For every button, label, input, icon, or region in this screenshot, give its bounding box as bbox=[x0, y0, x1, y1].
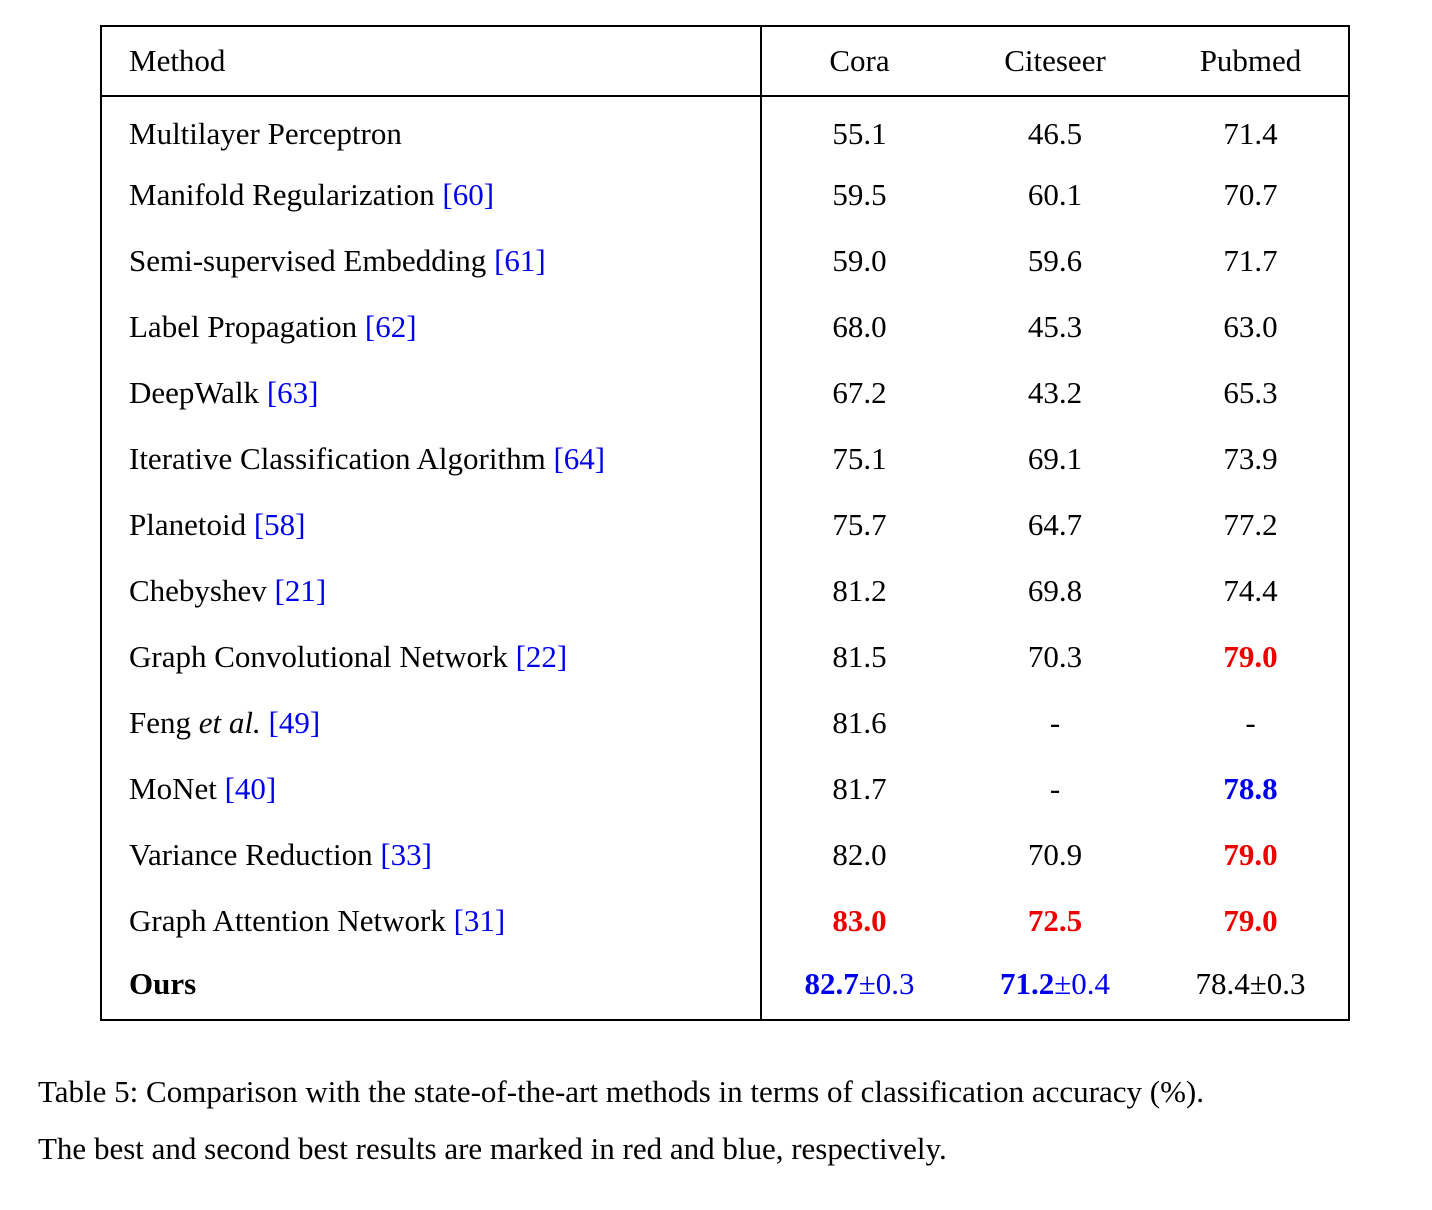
method-name: Planetoid bbox=[129, 507, 247, 542]
accuracy-stddev: ±0.3 bbox=[858, 965, 915, 1001]
value-cell-citeseer bbox=[957, 492, 1153, 558]
column-header-method: Method bbox=[101, 26, 761, 96]
accuracy-value: 82.7 bbox=[804, 965, 859, 1001]
method-name: DeepWalk bbox=[129, 375, 260, 410]
table-row bbox=[101, 624, 1349, 690]
value-cell-citeseer bbox=[957, 624, 1153, 690]
table-row bbox=[101, 96, 1349, 162]
value-cell-cora bbox=[761, 954, 957, 1020]
accuracy-value: 81.7 bbox=[832, 771, 887, 806]
accuracy-value: 70.3 bbox=[1027, 639, 1083, 674]
method-cell bbox=[101, 162, 761, 228]
value-cell-pubmed bbox=[1153, 690, 1349, 756]
accuracy-value: 78.4 bbox=[1195, 965, 1250, 1001]
header-row bbox=[101, 26, 1349, 96]
accuracy-value: 79.0 bbox=[1223, 639, 1278, 674]
accuracy-value: 69.8 bbox=[1027, 573, 1083, 608]
table-row bbox=[101, 954, 1349, 1020]
value-cell-citeseer bbox=[957, 294, 1153, 360]
method-name: Iterative Classification Algorithm bbox=[129, 441, 546, 476]
value-cell-cora bbox=[761, 690, 957, 756]
method-cell bbox=[101, 492, 761, 558]
accuracy-value: - bbox=[1049, 705, 1061, 740]
paper-page bbox=[0, 25, 1432, 1210]
table-row bbox=[101, 822, 1349, 888]
accuracy-value: 64.7 bbox=[1027, 507, 1083, 542]
method-name: Manifold Regularization bbox=[129, 177, 435, 212]
value-cell-pubmed bbox=[1153, 96, 1349, 162]
table-row bbox=[101, 426, 1349, 492]
method-cell bbox=[101, 558, 761, 624]
accuracy-value: 73.9 bbox=[1223, 441, 1278, 476]
value-cell-pubmed bbox=[1153, 162, 1349, 228]
value-cell-cora bbox=[761, 162, 957, 228]
value-cell-cora bbox=[761, 624, 957, 690]
method-name: Semi-supervised Embedding bbox=[129, 243, 487, 278]
value-cell-pubmed bbox=[1153, 822, 1349, 888]
accuracy-value: 60.1 bbox=[1027, 177, 1083, 212]
method-name: Chebyshev bbox=[129, 573, 267, 608]
accuracy-stddev: ±0.4 bbox=[1054, 965, 1110, 1001]
accuracy-value: 77.2 bbox=[1223, 507, 1278, 542]
accuracy-value: 46.5 bbox=[1027, 115, 1083, 151]
value-cell-cora bbox=[761, 426, 957, 492]
accuracy-value: 78.8 bbox=[1223, 771, 1278, 806]
method-name-italic: et al. bbox=[198, 705, 261, 740]
accuracy-value: 59.5 bbox=[832, 177, 887, 212]
citation-ref[interactable]: [58] bbox=[253, 507, 306, 542]
method-cell bbox=[101, 756, 761, 822]
table-caption bbox=[38, 1063, 1408, 1177]
method-name: Graph Attention Network bbox=[129, 903, 446, 938]
value-cell-cora bbox=[761, 492, 957, 558]
accuracy-value: 68.0 bbox=[832, 309, 887, 344]
accuracy-value: 70.9 bbox=[1027, 837, 1083, 872]
method-cell bbox=[101, 294, 761, 360]
method-cell bbox=[101, 96, 761, 162]
value-cell-citeseer bbox=[957, 360, 1153, 426]
accuracy-value: 71.2 bbox=[999, 965, 1055, 1001]
citation-ref[interactable]: [63] bbox=[266, 375, 319, 410]
citation-ref[interactable]: [31] bbox=[453, 903, 506, 938]
accuracy-value: 69.1 bbox=[1027, 441, 1083, 476]
table-row bbox=[101, 888, 1349, 954]
citation-ref[interactable]: [21] bbox=[274, 573, 327, 608]
value-cell-pubmed bbox=[1153, 954, 1349, 1020]
accuracy-value: 55.1 bbox=[832, 115, 887, 151]
value-cell-cora bbox=[761, 822, 957, 888]
value-cell-citeseer bbox=[957, 954, 1153, 1020]
method-cell bbox=[101, 954, 761, 1020]
column-header-pubmed: Pubmed bbox=[1153, 26, 1349, 96]
accuracy-value: - bbox=[1049, 771, 1061, 806]
table-row bbox=[101, 756, 1349, 822]
table-header bbox=[101, 26, 1349, 96]
accuracy-value: 59.6 bbox=[1027, 243, 1083, 278]
column-header-cora: Cora bbox=[761, 26, 957, 96]
accuracy-value: 81.6 bbox=[832, 705, 887, 740]
accuracy-value: 75.1 bbox=[832, 441, 887, 476]
table-row bbox=[101, 162, 1349, 228]
accuracy-value: 81.2 bbox=[832, 573, 887, 608]
value-cell-citeseer bbox=[957, 426, 1153, 492]
value-cell-cora bbox=[761, 756, 957, 822]
value-cell-citeseer bbox=[957, 96, 1153, 162]
accuracy-value: 67.2 bbox=[832, 375, 887, 410]
accuracy-value: 74.4 bbox=[1223, 573, 1278, 608]
accuracy-value: 83.0 bbox=[832, 903, 887, 938]
value-cell-pubmed bbox=[1153, 756, 1349, 822]
results-table bbox=[100, 25, 1350, 1021]
accuracy-value: 59.0 bbox=[832, 243, 887, 278]
value-cell-citeseer bbox=[957, 822, 1153, 888]
method-cell bbox=[101, 690, 761, 756]
table-row bbox=[101, 360, 1349, 426]
citation-ref[interactable]: [62] bbox=[364, 309, 417, 344]
table-row bbox=[101, 492, 1349, 558]
value-cell-citeseer bbox=[957, 162, 1153, 228]
value-cell-citeseer bbox=[957, 228, 1153, 294]
accuracy-value: 63.0 bbox=[1223, 309, 1278, 344]
value-cell-pubmed bbox=[1153, 294, 1349, 360]
value-cell-pubmed bbox=[1153, 360, 1349, 426]
value-cell-pubmed bbox=[1153, 426, 1349, 492]
value-cell-pubmed bbox=[1153, 624, 1349, 690]
value-cell-citeseer bbox=[957, 888, 1153, 954]
value-cell-citeseer bbox=[957, 756, 1153, 822]
accuracy-value: 71.4 bbox=[1223, 115, 1278, 151]
method-name: MoNet bbox=[129, 771, 217, 806]
accuracy-value: - bbox=[1245, 705, 1256, 740]
method-name: Variance Reduction bbox=[129, 837, 373, 872]
accuracy-value: 79.0 bbox=[1223, 903, 1278, 938]
method-cell bbox=[101, 360, 761, 426]
citation-ref[interactable]: [49] bbox=[268, 705, 321, 740]
accuracy-value: 79.0 bbox=[1223, 837, 1278, 872]
value-cell-citeseer bbox=[957, 690, 1153, 756]
citation-ref[interactable]: [61] bbox=[494, 243, 546, 278]
column-header-citeseer: Citeseer bbox=[957, 26, 1153, 96]
table-body bbox=[101, 96, 1349, 1020]
accuracy-value: 45.3 bbox=[1027, 309, 1083, 344]
value-cell-pubmed bbox=[1153, 558, 1349, 624]
accuracy-value: 82.0 bbox=[832, 837, 887, 872]
method-name: Graph Convolutional Network bbox=[129, 639, 508, 674]
method-name: Label Propagation bbox=[129, 309, 358, 344]
value-cell-cora bbox=[761, 294, 957, 360]
caption-line-2: The best and second best results are marked in red and blue, respectively. bbox=[38, 1131, 947, 1166]
value-cell-cora bbox=[761, 888, 957, 954]
accuracy-value: 65.3 bbox=[1223, 375, 1278, 410]
accuracy-stddev: ±0.3 bbox=[1249, 965, 1306, 1001]
table-row bbox=[101, 690, 1349, 756]
accuracy-value: 75.7 bbox=[832, 507, 887, 542]
value-cell-cora bbox=[761, 96, 957, 162]
method-name: Ours bbox=[129, 965, 197, 1001]
value-cell-cora bbox=[761, 558, 957, 624]
method-cell bbox=[101, 426, 761, 492]
value-cell-pubmed bbox=[1153, 888, 1349, 954]
method-cell bbox=[101, 888, 761, 954]
table-row bbox=[101, 558, 1349, 624]
value-cell-pubmed bbox=[1153, 492, 1349, 558]
accuracy-value: 72.5 bbox=[1027, 903, 1083, 938]
citation-ref[interactable]: [60] bbox=[442, 177, 495, 212]
accuracy-value: 81.5 bbox=[832, 639, 887, 674]
method-cell bbox=[101, 822, 761, 888]
citation-ref[interactable]: [40] bbox=[224, 771, 277, 806]
citation-ref[interactable]: [33] bbox=[380, 837, 433, 872]
value-cell-cora bbox=[761, 360, 957, 426]
accuracy-value: 43.2 bbox=[1027, 375, 1083, 410]
table-row bbox=[101, 294, 1349, 360]
method-name: Multilayer Perceptron bbox=[129, 115, 402, 151]
method-cell bbox=[101, 228, 761, 294]
value-cell-citeseer bbox=[957, 558, 1153, 624]
accuracy-value: 70.7 bbox=[1223, 177, 1278, 212]
citation-ref[interactable]: [64] bbox=[553, 441, 606, 476]
table-row bbox=[101, 228, 1349, 294]
method-name: Feng bbox=[129, 705, 191, 740]
value-cell-cora bbox=[761, 228, 957, 294]
caption-line-1: Table 5: Comparison with the state-of-the-art methods in terms of classification accuracy (%). bbox=[38, 1074, 1204, 1109]
citation-ref[interactable]: [22] bbox=[515, 639, 568, 674]
value-cell-pubmed bbox=[1153, 228, 1349, 294]
method-cell bbox=[101, 624, 761, 690]
accuracy-value: 71.7 bbox=[1223, 243, 1278, 278]
